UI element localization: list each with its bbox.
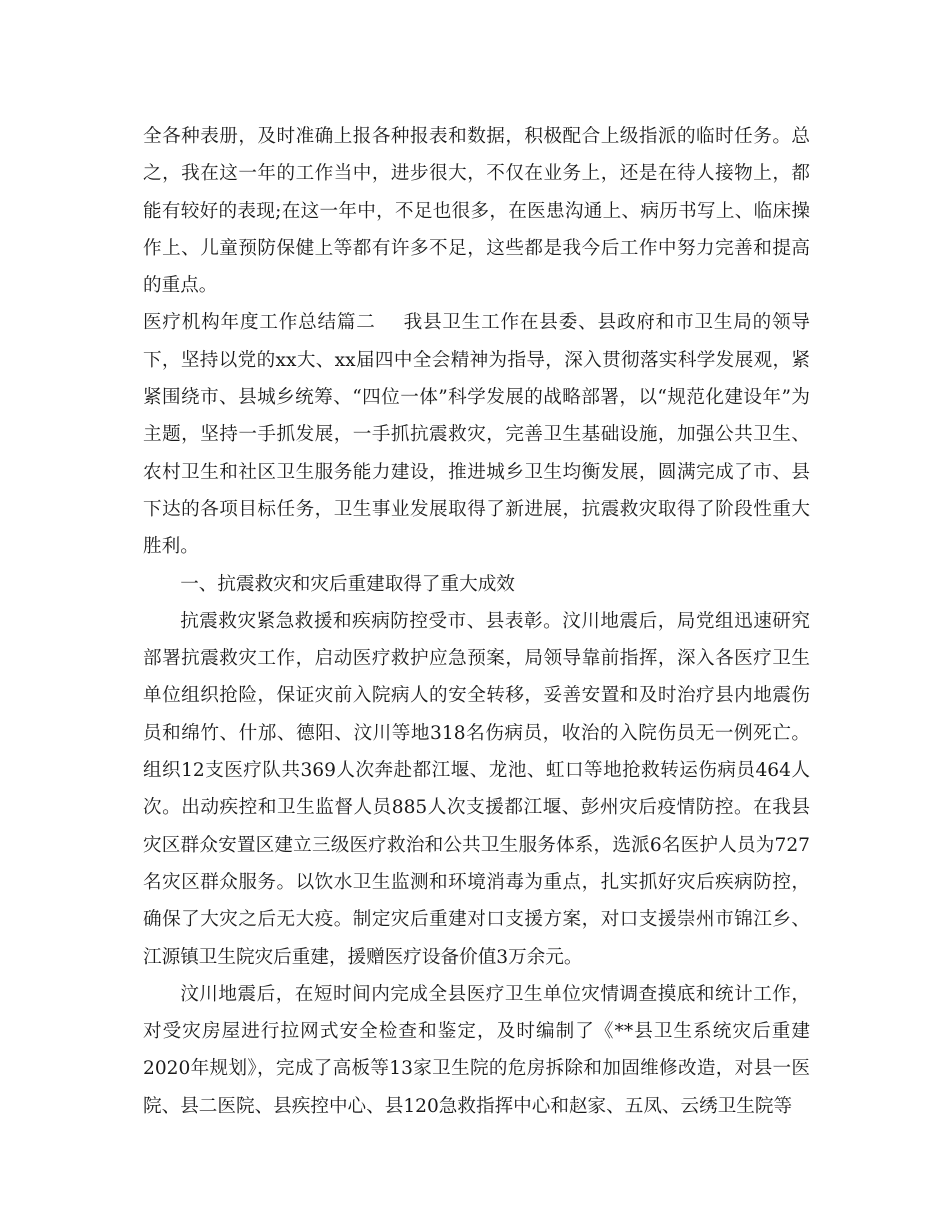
paragraph-earthquake-relief: 抗震救灾紧急救援和疾病防控受市、县表彰。汶川地震后，局党组迅速研究部署抗震救灾工作，启动医疗救护应急预案，局领导靠前指挥，深入各医疗卫生单位组织抢险，保证灾前入院病人的安全转移，妥善安置和及时治疗县内地震伤员和绵竹、什邡、德阳、汶川等地318名伤病员，收治的入院伤员无一例死亡。组织12支医疗队共369人次奔赴都江堰、龙池、虹口等地抢救转运伤病员464人次。出动疾控和卫生监督人员885人次支援都江堰、彭州灾后疫情防控。在我县灾区群众安置区建立三级医疗救治和公共卫生服务体系，选派6名医护人员为727名灾区群众服务。以饮水卫生监测和环境消毒为重点，扎实抓好灾后疾病防控，确保了大灾之后无大疫。制定灾后重建对口支援方案，对口支援崇州市锦江乡、江源镇卫生院灾后重建，援赠医疗设备价值3万余元。 <box>143 610 810 968</box>
intro-paragraph-text: 我县卫生工作在县委、县政府和市卫生局的领导下，坚持以党的xx大、xx届四中全会精神为指导，深入贯彻落实科学发展观，紧紧围绕市、县城乡统筹、“四位一体”科学发展的战略部署，以“规范化建设年”为主题，坚持一手抓发展，一手抓抗震救灾，完善卫生基础设施，加强公共卫生、农村卫生和社区卫生服务能力建设，推进城乡卫生均衡发展，圆满完成了市、县下达的各项目标任务，卫生事业发展取得了新进展，抗震救灾取得了阶段性重大胜利。 <box>143 312 810 558</box>
section-heading: 一、抗震救灾和灾后重建取得了重大成效 <box>180 573 515 595</box>
paragraph-reconstruction: 汶川地震后，在短时间内完成全县医疗卫生单位灾情调查摸底和统计工作，对受灾房屋进行拉网式安全检查和鉴定，及时编制了《**县卫生系统灾后重建2020年规划》，完成了高板等13家卫生院的危房拆除和加固维修改造，对县一医院、县二医院、县疾控中心、县120急救指挥中心和赵家、五凤、云绣卫生院等 <box>143 983 810 1117</box>
section-intro-paragraph <box>143 304 810 565</box>
document-body <box>143 118 810 1125</box>
document-title: 医疗机构年度工作总结篇二 <box>143 312 376 334</box>
paragraph-continuation: 全各种表册，及时准确上报各种报表和数据，积极配合上级指派的临时任务。总之，我在这一年的工作当中，进步很大，不仅在业务上，还是在待人接物上，都能有较好的表现;在这一年中，不足也很多，在医患沟通上、病历书写上、临床操作上、儿童预防保健上等都有许多不足，这些都是我今后工作中努力完善和提高的重点。 <box>143 126 810 297</box>
